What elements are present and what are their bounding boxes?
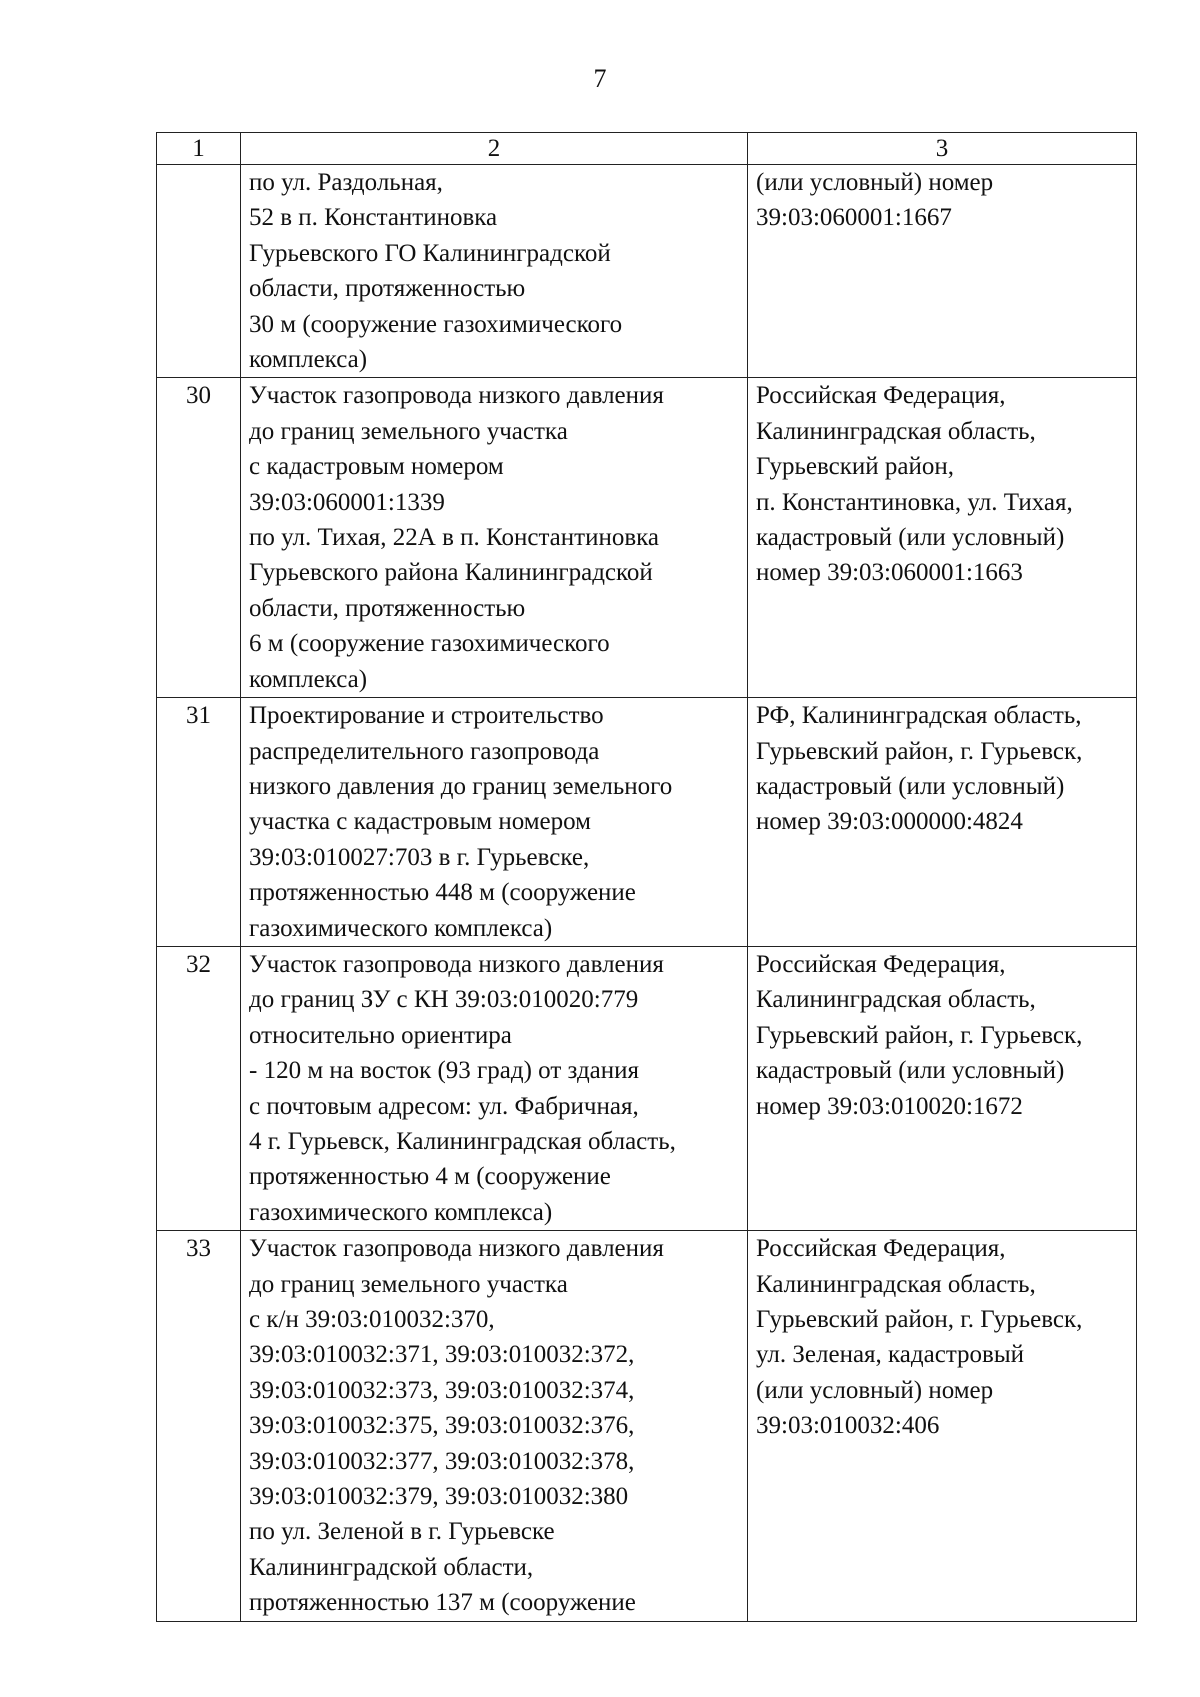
- description-line: Гурьевского района Калининградской: [249, 559, 653, 587]
- description-line: участка с кадастровым номером: [249, 808, 591, 836]
- description-line: с кадастровым номером: [249, 453, 504, 481]
- location-cell: [748, 698, 1137, 947]
- location-line: Гурьевский район,: [756, 453, 955, 481]
- description-line: с почтовым адресом: ул. Фабричная,: [249, 1092, 639, 1120]
- description-line: по ул. Тихая, 22А в п. Константиновка: [249, 524, 659, 552]
- location-line: кадастровый (или условный): [756, 524, 1065, 552]
- header-cell-1: 1: [157, 133, 241, 165]
- description-line: 4 г. Гурьевск, Калининградская область,: [249, 1127, 676, 1155]
- description-line: 52 в п. Константиновка: [249, 204, 498, 232]
- table-row: [157, 378, 1137, 698]
- description-line: 39:03:010032:371, 39:03:010032:372,: [249, 1341, 635, 1369]
- object-description-cell: [241, 698, 748, 947]
- description-line: 6 м (сооружение газохимического: [249, 630, 610, 658]
- description-line: газохимического комплекса): [249, 914, 553, 942]
- location-cell: [748, 946, 1137, 1230]
- description-line: относительно ориентира: [249, 1021, 512, 1049]
- description-line: Участок газопровода низкого давления: [249, 382, 664, 410]
- description-line: Участок газопровода низкого давления: [249, 950, 664, 978]
- description-line: низкого давления до границ земельного: [249, 772, 673, 800]
- location-line: Гурьевский район, г. Гурьевск,: [756, 1021, 1083, 1049]
- objects-table: [156, 132, 1137, 1622]
- table-row: [157, 698, 1137, 947]
- location-line: РФ, Калининградская область,: [756, 702, 1082, 730]
- row-number-cell: 30: [157, 378, 241, 698]
- location-line: ул. Зеленая, кадастровый: [756, 1341, 1025, 1369]
- header-cell-3: 3: [748, 133, 1137, 165]
- object-description-cell: [241, 378, 748, 698]
- description-line: 39:03:010032:379, 39:03:010032:380: [249, 1483, 629, 1511]
- description-line: 30 м (сооружение газохимического: [249, 310, 623, 338]
- location-line: Калининградская область,: [756, 1270, 1036, 1298]
- description-line: - 120 м на восток (93 град) от здания: [249, 1057, 640, 1085]
- description-line: газохимического комплекса): [249, 1198, 553, 1226]
- description-line: до границ земельного участка: [249, 1270, 568, 1298]
- row-number-cell: 33: [157, 1231, 241, 1621]
- location-line: номер 39:03:010020:1672: [756, 1092, 1023, 1120]
- location-line: (или условный) номер: [756, 1376, 994, 1404]
- row-number-cell: 31: [157, 698, 241, 947]
- description-line: до границ земельного участка: [249, 417, 568, 445]
- table-row: [157, 1231, 1137, 1621]
- location-line: Калининградская область,: [756, 986, 1036, 1014]
- table-row: [157, 165, 1137, 378]
- location-line: номер 39:03:060001:1663: [756, 559, 1023, 587]
- description-line: по ул. Раздольная,: [249, 169, 443, 196]
- location-line: Российская Федерация,: [756, 382, 1006, 410]
- description-line: 39:03:060001:1339: [249, 488, 445, 516]
- object-description-cell: [241, 1231, 748, 1621]
- description-line: по ул. Зеленой в г. Гурьевске: [249, 1518, 555, 1546]
- description-line: Калининградской области,: [249, 1553, 534, 1581]
- description-line: 39:03:010032:373, 39:03:010032:374,: [249, 1376, 635, 1404]
- page-number: 7: [593, 64, 607, 93]
- description-line: Участок газопровода низкого давления: [249, 1235, 664, 1263]
- description-line: области, протяженностью: [249, 594, 526, 622]
- description-line: протяженностью 137 м (сооружение: [249, 1589, 636, 1617]
- description-line: протяженностью 4 м (сооружение: [249, 1163, 611, 1191]
- description-line: 39:03:010032:377, 39:03:010032:378,: [249, 1447, 635, 1475]
- location-line: 39:03:010032:406: [756, 1412, 940, 1440]
- location-line: Калининградская область,: [756, 417, 1036, 445]
- location-line: Российская Федерация,: [756, 1235, 1006, 1263]
- row-number-cell: [157, 165, 241, 378]
- description-line: 39:03:010032:375, 39:03:010032:376,: [249, 1412, 635, 1440]
- location-line: кадастровый (или условный): [756, 1057, 1065, 1085]
- location-cell: [748, 378, 1137, 698]
- header-cell-2: 2: [241, 133, 748, 165]
- object-description-cell: [241, 946, 748, 1230]
- location-cell: [748, 1231, 1137, 1621]
- description-line: протяженностью 448 м (сооружение: [249, 879, 636, 907]
- description-line: комплекса): [249, 665, 368, 693]
- table-header-row: [157, 133, 1137, 165]
- location-line: номер 39:03:000000:4824: [756, 808, 1023, 836]
- description-line: с к/н 39:03:010032:370,: [249, 1306, 495, 1333]
- location-line: кадастровый (или условный): [756, 772, 1065, 800]
- row-number-cell: 32: [157, 946, 241, 1230]
- description-line: распределительного газопровода: [249, 737, 600, 765]
- location-line: п. Константиновка, ул. Тихая,: [756, 488, 1073, 516]
- location-line: Гурьевский район, г. Гурьевск,: [756, 737, 1083, 765]
- location-cell: [748, 165, 1137, 378]
- location-line: (или условный) номер: [756, 169, 994, 196]
- description-line: комплекса): [249, 346, 368, 374]
- description-line: до границ ЗУ с КН 39:03:010020:779: [249, 986, 639, 1014]
- object-description-cell: [241, 165, 748, 378]
- description-line: области, протяженностью: [249, 275, 526, 303]
- description-line: 39:03:010027:703 в г. Гурьевске,: [249, 843, 590, 871]
- description-line: Гурьевского ГО Калининградской: [249, 239, 611, 267]
- location-line: Российская Федерация,: [756, 950, 1006, 978]
- description-line: Проектирование и строительство: [249, 702, 604, 730]
- location-line: Гурьевский район, г. Гурьевск,: [756, 1306, 1083, 1333]
- location-line: 39:03:060001:1667: [756, 204, 952, 232]
- table-row: [157, 946, 1137, 1230]
